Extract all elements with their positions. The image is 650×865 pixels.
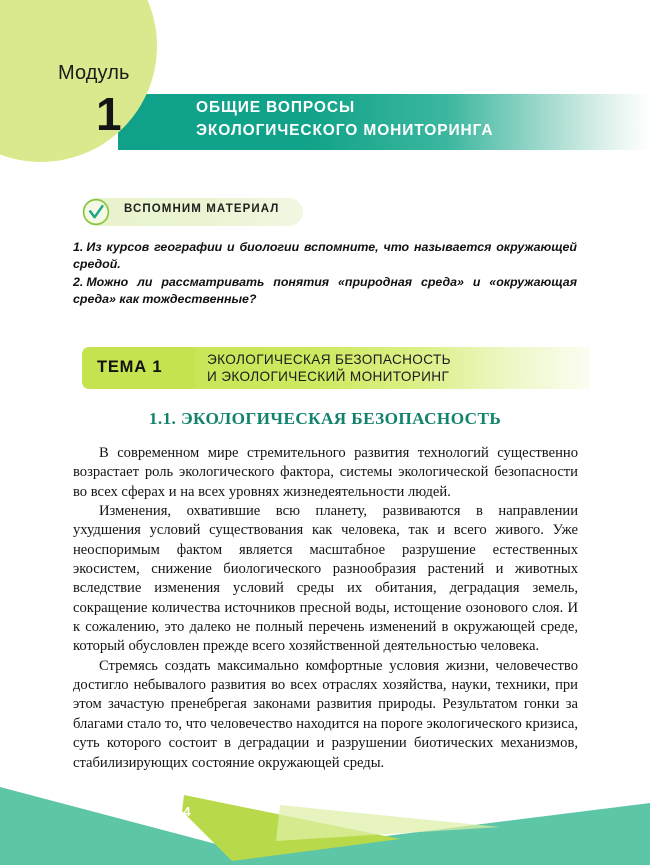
recall-question-item (73, 239, 577, 274)
module-header-title-line2: ЭКОЛОГИЧЕСКОГО МОНИТОРИНГА (196, 121, 494, 139)
recall-question-text: Можно ли рассматривать понятия «природная среда» и «окружающая среда» как тождественные? (73, 274, 577, 307)
recall-question-number: 1. (73, 240, 84, 254)
page-number: 4 (183, 804, 191, 819)
theme-title (207, 352, 451, 386)
theme-title-line1: ЭКОЛОГИЧЕСКАЯ БЕЗОПАСНОСТЬ (207, 352, 451, 367)
footer-decoration (0, 775, 650, 865)
module-label: Модуль (58, 62, 130, 84)
check-circle-icon (81, 197, 111, 227)
recall-badge-label: ВСПОМНИМ МАТЕРИАЛ (124, 203, 280, 215)
theme-title-line2: И ЭКОЛОГИЧЕСКИЙ МОНИТОРИНГ (207, 368, 450, 384)
section-heading: 1.1. ЭКОЛОГИЧЕСКАЯ БЕЗОПАСНОСТЬ (148, 409, 502, 428)
module-number: 1 (96, 88, 122, 140)
recall-question-text: Из курсов географии и биологии вспомните, что называется окружающей средой. (73, 240, 577, 272)
recall-question-number: 2. (73, 274, 84, 289)
recall-questions (73, 239, 577, 309)
recall-question-item (73, 274, 577, 309)
module-header-title-line1: ОБЩИЕ ВОПРОСЫ (196, 99, 356, 116)
body-paragraph: В современном мире стремительного развития технологий существенно возрастает роль экологического фактора, системы экологической безопасности во всех сферах и на всех уровнях жизнедеятельности людей. (73, 445, 578, 500)
body-paragraph: Изменения, охватившие всю планету, развиваются в направлении ухудшения условий существования как человека, так и всего живого. Уже неоспоримым фактом является масштабное разрушение естественных экосистем, снижение биологического разнообразия растений и животных вследствие изменения условий среды их обитания, деградация земель, сокращение количества источников пресной воды, истощение озонового слоя. И к сожалению, это далеко не полный перечень изменений в окружающей среде, который обусловлен прежде всего хозяйственной деятельностью человека. (73, 503, 578, 655)
theme-label: ТЕМА 1 (97, 358, 163, 376)
body-paragraph: Стремясь создать максимально комфортные условия жизни, человечество достигло небывалого развития во всех отраслях хозяйства, науки, техники, при этом зачастую пренебрегая законами развития природы. Результатом гонки за благами стало то, что человечество находится на пороге экологического кризиса, суть которого состоит в деградации и разрушении биотических механизмов, стабилизирующих состояние окружающей среды. (73, 657, 578, 771)
module-header-title (196, 97, 493, 142)
theme-banner (82, 347, 590, 389)
section-body (73, 444, 578, 773)
